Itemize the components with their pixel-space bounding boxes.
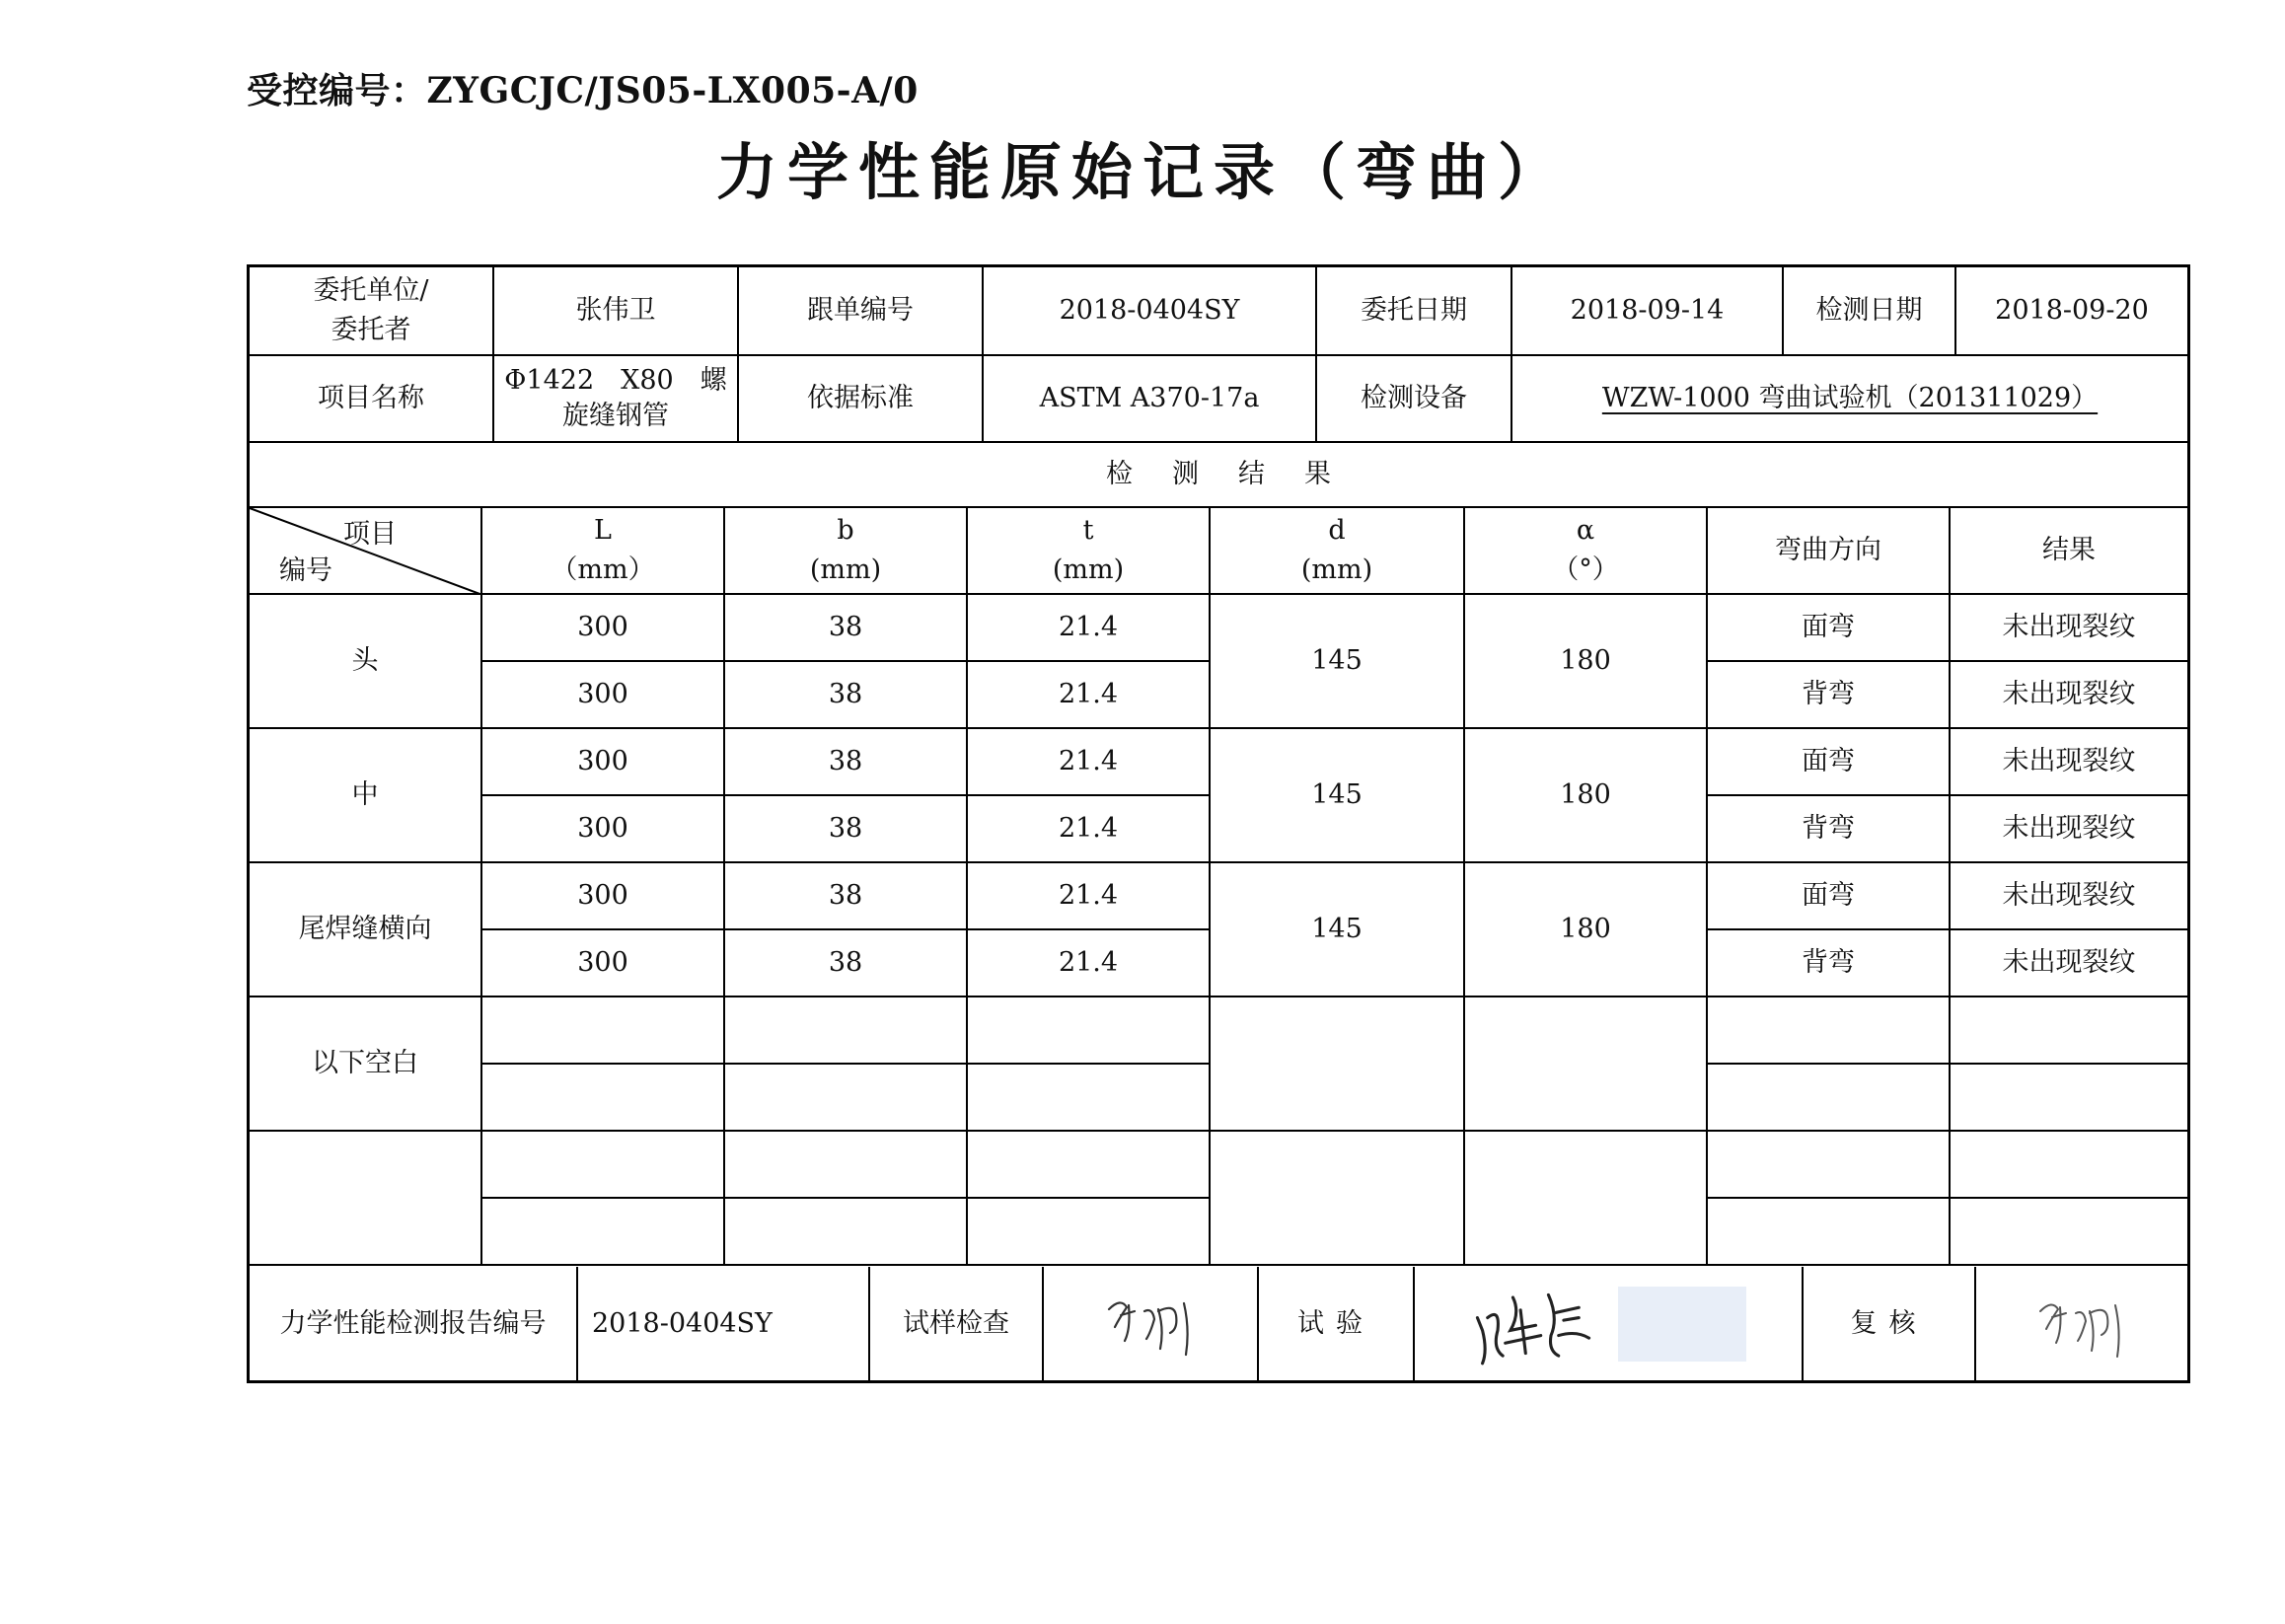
diag-header-item: 项目 — [343, 519, 397, 550]
report-no-value: 2018-0404SY — [578, 1267, 870, 1380]
diag-header-number: 编号 — [279, 555, 332, 586]
cell-d: 145 — [1211, 595, 1465, 729]
client-value: 张伟卫 — [494, 267, 739, 356]
sample-check-label: 试样检查 — [870, 1267, 1044, 1380]
cell-result — [1951, 1132, 2187, 1199]
cell-b: 38 — [725, 930, 968, 997]
cell-result: 未出现裂纹 — [1951, 930, 2187, 997]
cell-t: 21.4 — [968, 595, 1211, 662]
cell-direction: 面弯 — [1708, 595, 1951, 662]
tracking-value: 2018-0404SY — [984, 267, 1317, 356]
entrust-date-label: 委托日期 — [1317, 267, 1512, 356]
cell-d — [1211, 1132, 1465, 1266]
cell-result — [1951, 997, 2187, 1065]
group-label: 头 — [250, 595, 482, 729]
cell-t — [968, 1065, 1211, 1132]
cell-L — [482, 1132, 725, 1199]
col-d-unit: (mm) — [1300, 554, 1373, 585]
test-label: 试验 — [1297, 1307, 1374, 1339]
cell-t: 21.4 — [968, 863, 1211, 930]
cell-result — [1951, 1065, 2187, 1132]
cell-b: 38 — [725, 595, 968, 662]
record-table — [247, 264, 2190, 1383]
standard-value: ASTM A370-17a — [984, 356, 1317, 443]
col-t-symbol: t — [1082, 515, 1094, 546]
cell-L: 300 — [482, 863, 725, 930]
control-number: 受控编号：ZYGCJC/JS05-LX005-A/0 — [247, 70, 919, 111]
cell-direction: 面弯 — [1708, 863, 1951, 930]
cell-direction — [1708, 997, 1951, 1065]
cell-t — [968, 997, 1211, 1065]
report-no-label: 力学性能检测报告编号 — [250, 1267, 578, 1380]
col-t-unit: (mm) — [1052, 554, 1125, 585]
col-d-symbol: d — [1328, 515, 1346, 546]
cell-b: 38 — [725, 662, 968, 729]
cell-result: 未出现裂纹 — [1951, 863, 2187, 930]
col-header-L — [482, 508, 725, 595]
cell-alpha: 180 — [1465, 595, 1708, 729]
cell-result: 未出现裂纹 — [1951, 729, 2187, 796]
results-title-cell — [250, 443, 2187, 508]
document-title: 力学性能原始记录（弯曲） — [715, 136, 1569, 208]
cell-L: 300 — [482, 796, 725, 863]
cell-L: 300 — [482, 930, 725, 997]
cell-L — [482, 1199, 725, 1266]
cell-direction — [1708, 1132, 1951, 1199]
cell-t: 21.4 — [968, 796, 1211, 863]
cell-direction: 背弯 — [1708, 796, 1951, 863]
cell-d — [1211, 997, 1465, 1132]
cell-b: 38 — [725, 863, 968, 930]
col-b-symbol: b — [837, 515, 854, 546]
cell-alpha: 180 — [1465, 863, 1708, 997]
tracking-label: 跟单编号 — [739, 267, 984, 356]
cell-b — [725, 997, 968, 1065]
cell-b: 38 — [725, 729, 968, 796]
redacted-area — [1618, 1287, 1746, 1362]
client-label — [250, 267, 494, 356]
cell-result: 未出现裂纹 — [1951, 595, 2187, 662]
group-label — [250, 1132, 482, 1266]
cell-result — [1951, 1199, 2187, 1266]
client-label-line1: 委托单位/ — [313, 275, 429, 306]
client-label-line2: 委托者 — [331, 315, 411, 345]
cell-d: 145 — [1211, 863, 1465, 997]
cell-b — [725, 1132, 968, 1199]
project-value-line2: 旋缝钢管 — [562, 401, 669, 431]
cell-t — [968, 1199, 1211, 1266]
col-header-alpha — [1465, 508, 1708, 595]
cell-L: 300 — [482, 729, 725, 796]
col-L-symbol: L — [594, 515, 612, 546]
cell-t: 21.4 — [968, 662, 1211, 729]
sample-check-signature — [1044, 1267, 1259, 1380]
col-alpha-symbol: α — [1576, 515, 1595, 546]
cell-alpha — [1465, 1132, 1708, 1266]
cell-b: 38 — [725, 796, 968, 863]
results-title: 检测结果 — [1106, 459, 1370, 489]
review-signature — [1976, 1267, 2187, 1380]
cell-b — [725, 1065, 968, 1132]
project-value-line1: Φ1422 X80 螺 — [504, 365, 727, 396]
test-signature — [1415, 1267, 1804, 1380]
cell-L — [482, 997, 725, 1065]
cell-d: 145 — [1211, 729, 1465, 863]
group-label: 以下空白 — [250, 997, 482, 1132]
cell-L — [482, 1065, 725, 1132]
cell-direction — [1708, 1199, 1951, 1266]
cell-L: 300 — [482, 595, 725, 662]
standard-label: 依据标准 — [739, 356, 984, 443]
col-header-direction: 弯曲方向 — [1708, 508, 1951, 595]
group-label: 中 — [250, 729, 482, 863]
cell-result: 未出现裂纹 — [1951, 796, 2187, 863]
col-b-unit: (mm) — [809, 554, 882, 585]
equipment-label: 检测设备 — [1317, 356, 1512, 443]
col-header-result: 结果 — [1951, 508, 2187, 595]
cell-direction — [1708, 1065, 1951, 1132]
cell-L: 300 — [482, 662, 725, 729]
cell-t — [968, 1132, 1211, 1199]
cell-t: 21.4 — [968, 930, 1211, 997]
cell-direction: 背弯 — [1708, 662, 1951, 729]
cell-result: 未出现裂纹 — [1951, 662, 2187, 729]
cell-b — [725, 1199, 968, 1266]
project-value — [494, 356, 739, 443]
cell-alpha — [1465, 997, 1708, 1132]
col-alpha-unit: （°） — [1552, 554, 1619, 585]
diagonal-header — [250, 508, 482, 595]
cell-t: 21.4 — [968, 729, 1211, 796]
col-L-unit: （mm） — [551, 554, 655, 585]
col-header-b — [725, 508, 968, 595]
review-label: 复核 — [1850, 1307, 1928, 1339]
cell-direction: 面弯 — [1708, 729, 1951, 796]
review-label-cell — [1804, 1267, 1976, 1380]
handwritten-signature — [1101, 1290, 1200, 1359]
equipment-value: WZW-1000 弯曲试验机（201311029） — [1601, 383, 2099, 413]
entrust-date-value: 2018-09-14 — [1512, 267, 1784, 356]
cell-alpha: 180 — [1465, 729, 1708, 863]
col-header-d — [1211, 508, 1465, 595]
handwritten-signature — [2032, 1290, 2131, 1359]
cell-direction: 背弯 — [1708, 930, 1951, 997]
group-label: 尾焊缝横向 — [250, 863, 482, 997]
test-label-cell — [1259, 1267, 1415, 1380]
project-label: 项目名称 — [250, 356, 494, 443]
equipment-value-cell — [1512, 356, 2187, 443]
handwritten-signature — [1464, 1280, 1602, 1368]
test-date-label: 检测日期 — [1784, 267, 1956, 356]
col-header-t — [968, 508, 1211, 595]
test-date-value: 2018-09-20 — [1956, 267, 2187, 356]
